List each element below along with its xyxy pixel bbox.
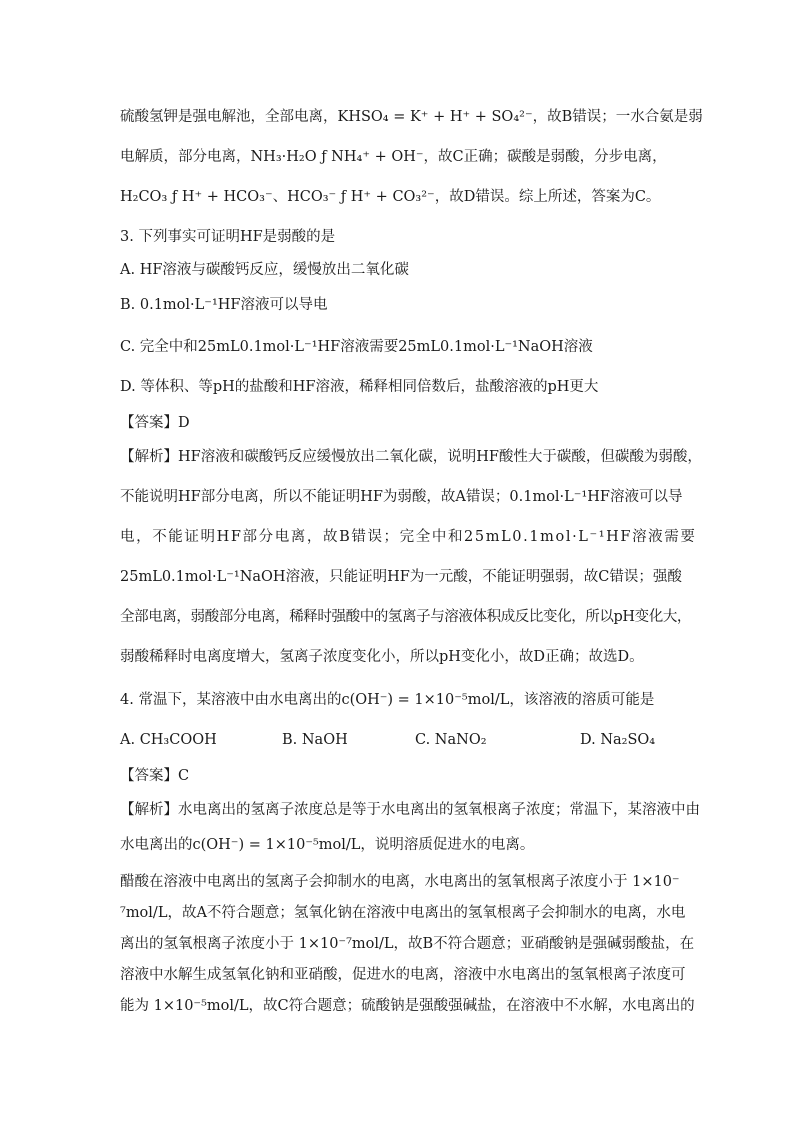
- answer-label: 【答案】D: [120, 415, 190, 431]
- q3-option-d: D. 等体积、等pH的盐酸和HF溶液，稀释相同倍数后，盐酸溶液的pH更大: [120, 379, 599, 395]
- analysis-line: 水电离出的c(OH⁻) = 1×10⁻⁵mol/L，说明溶质促进水的电离。: [120, 837, 535, 853]
- q4-option-c: C. NaNO₂: [415, 732, 487, 748]
- analysis-line: 【解析】水电离出的氢离子浓度总是等于水电离出的氢氧根离子浓度；常温下，某溶液中由: [120, 802, 700, 818]
- q4-option-d: D. Na₂SO₄: [580, 732, 656, 748]
- analysis-line: 不能说明HF部分电离，所以不能证明HF为弱酸，故A错误；0.1mol·L⁻¹HF溶液可以导: [120, 489, 683, 505]
- analysis-line: 能为 1×10⁻⁵mol/L，故C符合题意；硫酸钠是强酸强碱盐，在溶液中不水解，水电离出的: [120, 998, 695, 1014]
- analysis-line: 电，不能证明HF部分电离，故B错误；完全中和25mL0.1mol·L⁻¹HF溶液需要: [120, 529, 697, 545]
- analysis-line: ⁷mol/L，故A不符合题意；氢氧化钠在溶液中电离出的氢氧根离子会抑制水的电离，水电: [120, 905, 686, 921]
- analysis-line: 弱酸稀释时电离度增大，氢离子浓度变化小，所以pH变化小，故D正确；故选D。: [120, 649, 644, 665]
- analysis-line: 醋酸在溶液中电离出的氢离子会抑制水的电离，水电离出的氢氧根离子浓度小于 1×10⁻: [120, 874, 680, 890]
- analysis-line: 离出的氢氧根离子浓度小于 1×10⁻⁷mol/L，故B不符合题意；亚硝酸钠是强碱弱酸盐，在: [120, 936, 695, 952]
- analysis-line: 全部电离，弱酸部分电离，稀释时强酸中的氢离子与溶液体积成反比变化，所以pH变化大，: [120, 609, 692, 625]
- analysis-line: 25mL0.1mol·L⁻¹NaOH溶液，只能证明HF为一元酸，不能证明强弱，故C错误；强酸: [120, 569, 682, 585]
- q4-option-a: A. CH₃COOH: [120, 732, 217, 748]
- answer-label: 【答案】C: [120, 768, 190, 784]
- q3-option-a: A. HF溶液与碳酸钙反应，缓慢放出二氧化碳: [120, 262, 409, 278]
- text-line: 电解质，部分电离，NH₃·H₂O ƒ NH₄⁺ + OH⁻，故C正确；碳酸是弱酸，分步电离，: [120, 149, 667, 165]
- q4-option-b: B. NaOH: [282, 732, 348, 748]
- analysis-line: 溶液中水解生成氢氧化钠和亚硝酸，促进水的电离，溶液中水电离出的氢氧根离子浓度可: [120, 967, 686, 983]
- question-3-stem: 3. 下列事实可证明HF是弱酸的是: [120, 229, 336, 245]
- q3-option-b: B. 0.1mol·L⁻¹HF溶液可以导电: [120, 297, 328, 313]
- text-line: 硫酸氢钾是强电解池，全部电离，KHSO₄ = K⁺ + H⁺ + SO₄²⁻，故B错误；一水合氨是弱: [120, 109, 703, 125]
- question-4-stem: 4. 常温下，某溶液中由水电离出的c(OH⁻) = 1×10⁻⁵mol/L，该溶液的溶质可能是: [120, 692, 655, 708]
- text-line: H₂CO₃ ƒ H⁺ + HCO₃⁻、HCO₃⁻ ƒ H⁺ + CO₃²⁻，故D错误。综上所述，答案为C。: [120, 189, 661, 205]
- q3-option-c: C. 完全中和25mL0.1mol·L⁻¹HF溶液需要25mL0.1mol·L⁻¹NaOH溶液: [120, 339, 593, 355]
- analysis-line: 【解析】HF溶液和碳酸钙反应缓慢放出二氧化碳，说明HF酸性大于碳酸，但碳酸为弱酸，: [120, 449, 702, 465]
